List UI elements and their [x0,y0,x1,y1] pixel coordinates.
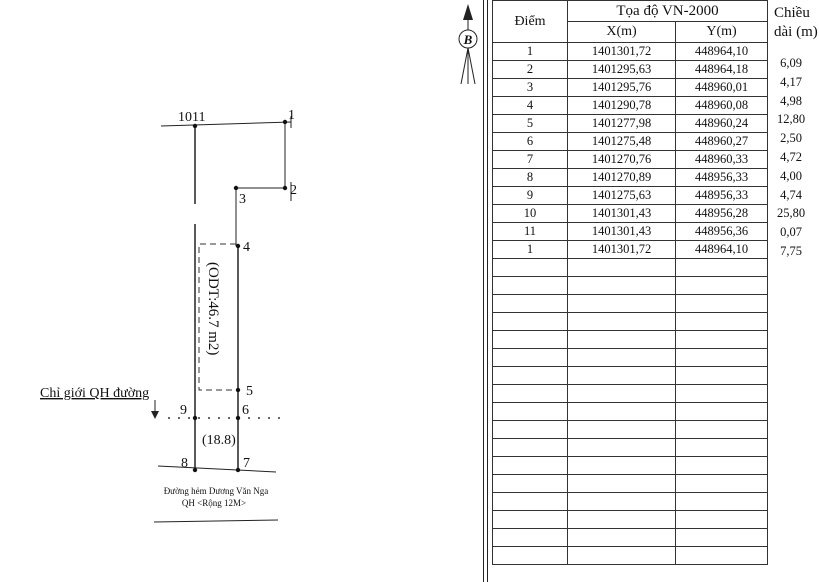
segment-length: 6,09 [780,56,802,70]
empty-table-row [493,385,768,403]
table-row [493,169,768,187]
vertex-7 [236,468,240,472]
road-line-bottom [154,520,278,522]
empty-table-row [493,493,768,511]
empty-table-row [493,277,768,295]
empty-cell [568,385,676,403]
road-name: Đường hẻm Dương Văn Nga [163,486,269,496]
cell-x: 1401301,72 [568,43,676,61]
empty-table-row [493,475,768,493]
empty-cell [493,295,568,313]
empty-cell [568,403,676,421]
segment-length: 4,00 [780,168,802,183]
segment-length: 4,17 [780,74,802,89]
length-header-line2: dài (m) [774,24,818,40]
vertex-3 [234,186,238,190]
empty-cell [568,331,676,349]
cell-point: 8 [493,169,568,187]
segment-length: 12,80 [776,112,806,127]
cell-point: 11 [493,223,568,241]
cell-y: 448960,01 [676,79,768,97]
cell-point: 3 [493,79,568,97]
road-area-label: (18.8) [202,433,236,448]
empty-cell [493,367,568,385]
table-row [493,61,768,79]
empty-cell [493,493,568,511]
table-row [493,79,768,97]
empty-cell [568,367,676,385]
edge-1-2-3 [236,122,285,246]
label-point-6: 6 [242,403,249,418]
empty-cell [568,511,676,529]
empty-cell [676,385,768,403]
empty-cell [676,403,768,421]
segment-length: 4,98 [780,93,802,108]
empty-cell [568,349,676,367]
vertex-4 [236,244,240,248]
edge-8-7 [158,466,276,472]
label-point-1011: 1011 [178,110,206,125]
empty-cell [568,259,676,277]
empty-cell [676,439,768,457]
cell-point: 1 [493,241,568,259]
label-point-4: 4 [243,240,250,255]
empty-cell [568,313,676,331]
segment-length: 4,72 [780,150,802,164]
empty-cell [493,259,568,277]
length-header [774,4,818,42]
header-coordinates: Tọa độ VN-2000 [568,1,768,22]
empty-cell [493,529,568,547]
empty-cell [676,457,768,475]
table-row [493,223,768,241]
table-row [493,97,768,115]
label-point-1: 1 [288,108,295,123]
empty-cell [493,547,568,565]
segment-length: 7,75 [780,244,802,258]
vertex-1 [283,120,287,124]
frame-line-2 [487,0,488,582]
cell-y: 448956,33 [676,169,768,187]
empty-table-row [493,313,768,331]
north-arrow-right [468,48,475,84]
coordinate-table-body [493,43,768,565]
segment-length: 4,74 [780,187,802,202]
table-row [493,115,768,133]
cell-x: 1401290,78 [568,97,676,115]
cell-y: 448960,08 [676,97,768,115]
empty-cell [493,277,568,295]
empty-cell [493,511,568,529]
header-x: X(m) [568,22,676,43]
empty-table-row [493,367,768,385]
cell-x: 1401301,72 [568,241,676,259]
boundary-arrow-head [151,411,159,419]
table-row [493,151,768,169]
table-row [493,241,768,259]
cell-point: 7 [493,151,568,169]
road-planning-width: QH <Rộng 12M> [181,498,247,508]
empty-table-row [493,511,768,529]
segment-length: 2,50 [780,131,802,146]
cell-x: 1401277,98 [568,115,676,133]
empty-table-row [493,547,768,565]
empty-cell [676,259,768,277]
north-arrow-letter: B [463,32,473,47]
empty-cell [676,331,768,349]
header-point: Điểm [493,1,568,43]
cell-x: 1401295,63 [568,61,676,79]
header-y: Y(m) [676,22,768,43]
cell-x: 1401270,89 [568,169,676,187]
cell-x: 1401295,76 [568,79,676,97]
cell-point: 4 [493,97,568,115]
empty-table-row [493,439,768,457]
cell-point: 9 [493,187,568,205]
empty-cell [676,529,768,547]
cell-y: 448964,10 [676,43,768,61]
north-arrow [459,4,477,84]
cell-y: 448964,10 [676,241,768,259]
empty-cell [568,439,676,457]
coordinate-table [492,0,768,565]
empty-cell [676,313,768,331]
empty-cell [676,493,768,511]
empty-cell [676,421,768,439]
label-point-9: 9 [180,403,187,418]
empty-table-row [493,421,768,439]
vertex-2 [283,186,287,190]
cell-x: 1401301,43 [568,205,676,223]
cell-point: 1 [493,43,568,61]
empty-cell [676,475,768,493]
planning-boundary-label: Chỉ giới QH đường [40,386,150,401]
empty-cell [676,349,768,367]
empty-cell [493,457,568,475]
empty-table-row [493,295,768,313]
empty-cell [493,313,568,331]
empty-table-row [493,457,768,475]
north-arrow-head [463,4,473,20]
cell-x: 1401275,63 [568,187,676,205]
cell-point: 6 [493,133,568,151]
empty-cell [493,475,568,493]
empty-cell [568,277,676,295]
cell-y: 448960,24 [676,115,768,133]
empty-cell [568,457,676,475]
parcel-area-label: (ODT:46.7 m2) [205,262,221,356]
segment-length: 0,07 [780,225,802,240]
cell-y: 448960,33 [676,151,768,169]
segment-length: 25,80 [776,206,806,221]
empty-cell [676,295,768,313]
vertex-9 [193,416,197,420]
cell-x: 1401275,48 [568,133,676,151]
vertex-5 [236,388,240,392]
cell-x: 1401301,43 [568,223,676,241]
length-header-line1: Chiều [774,5,810,21]
cell-y: 448956,28 [676,205,768,223]
table-row [493,133,768,151]
cell-y: 448956,33 [676,187,768,205]
empty-cell [676,547,768,565]
label-point-8: 8 [181,456,188,471]
cell-point: 5 [493,115,568,133]
north-arrow-left [461,48,468,84]
empty-cell [493,421,568,439]
table-row [493,43,768,61]
empty-cell [568,547,676,565]
empty-table-row [493,529,768,547]
label-point-7: 7 [243,456,250,471]
empty-cell [493,439,568,457]
label-point-5: 5 [246,384,253,399]
vertex-6 [236,416,240,420]
label-point-2: 2 [290,183,297,198]
empty-table-row [493,403,768,421]
label-point-3: 3 [239,192,246,207]
cell-point: 2 [493,61,568,79]
cell-point: 10 [493,205,568,223]
empty-table-row [493,259,768,277]
vertex-8 [193,468,197,472]
cell-y: 448960,27 [676,133,768,151]
empty-cell [493,349,568,367]
empty-cell [676,511,768,529]
empty-cell [568,529,676,547]
table-row [493,187,768,205]
empty-cell [676,277,768,295]
empty-cell [568,295,676,313]
cell-x: 1401270,76 [568,151,676,169]
table-row [493,205,768,223]
empty-cell [676,367,768,385]
empty-table-row [493,349,768,367]
empty-cell [493,403,568,421]
frame-line-1 [483,0,484,582]
empty-cell [493,385,568,403]
cell-y: 448964,18 [676,61,768,79]
cell-y: 448956,36 [676,223,768,241]
empty-cell [568,475,676,493]
empty-cell [493,331,568,349]
empty-cell [568,493,676,511]
empty-cell [568,421,676,439]
empty-table-row [493,331,768,349]
